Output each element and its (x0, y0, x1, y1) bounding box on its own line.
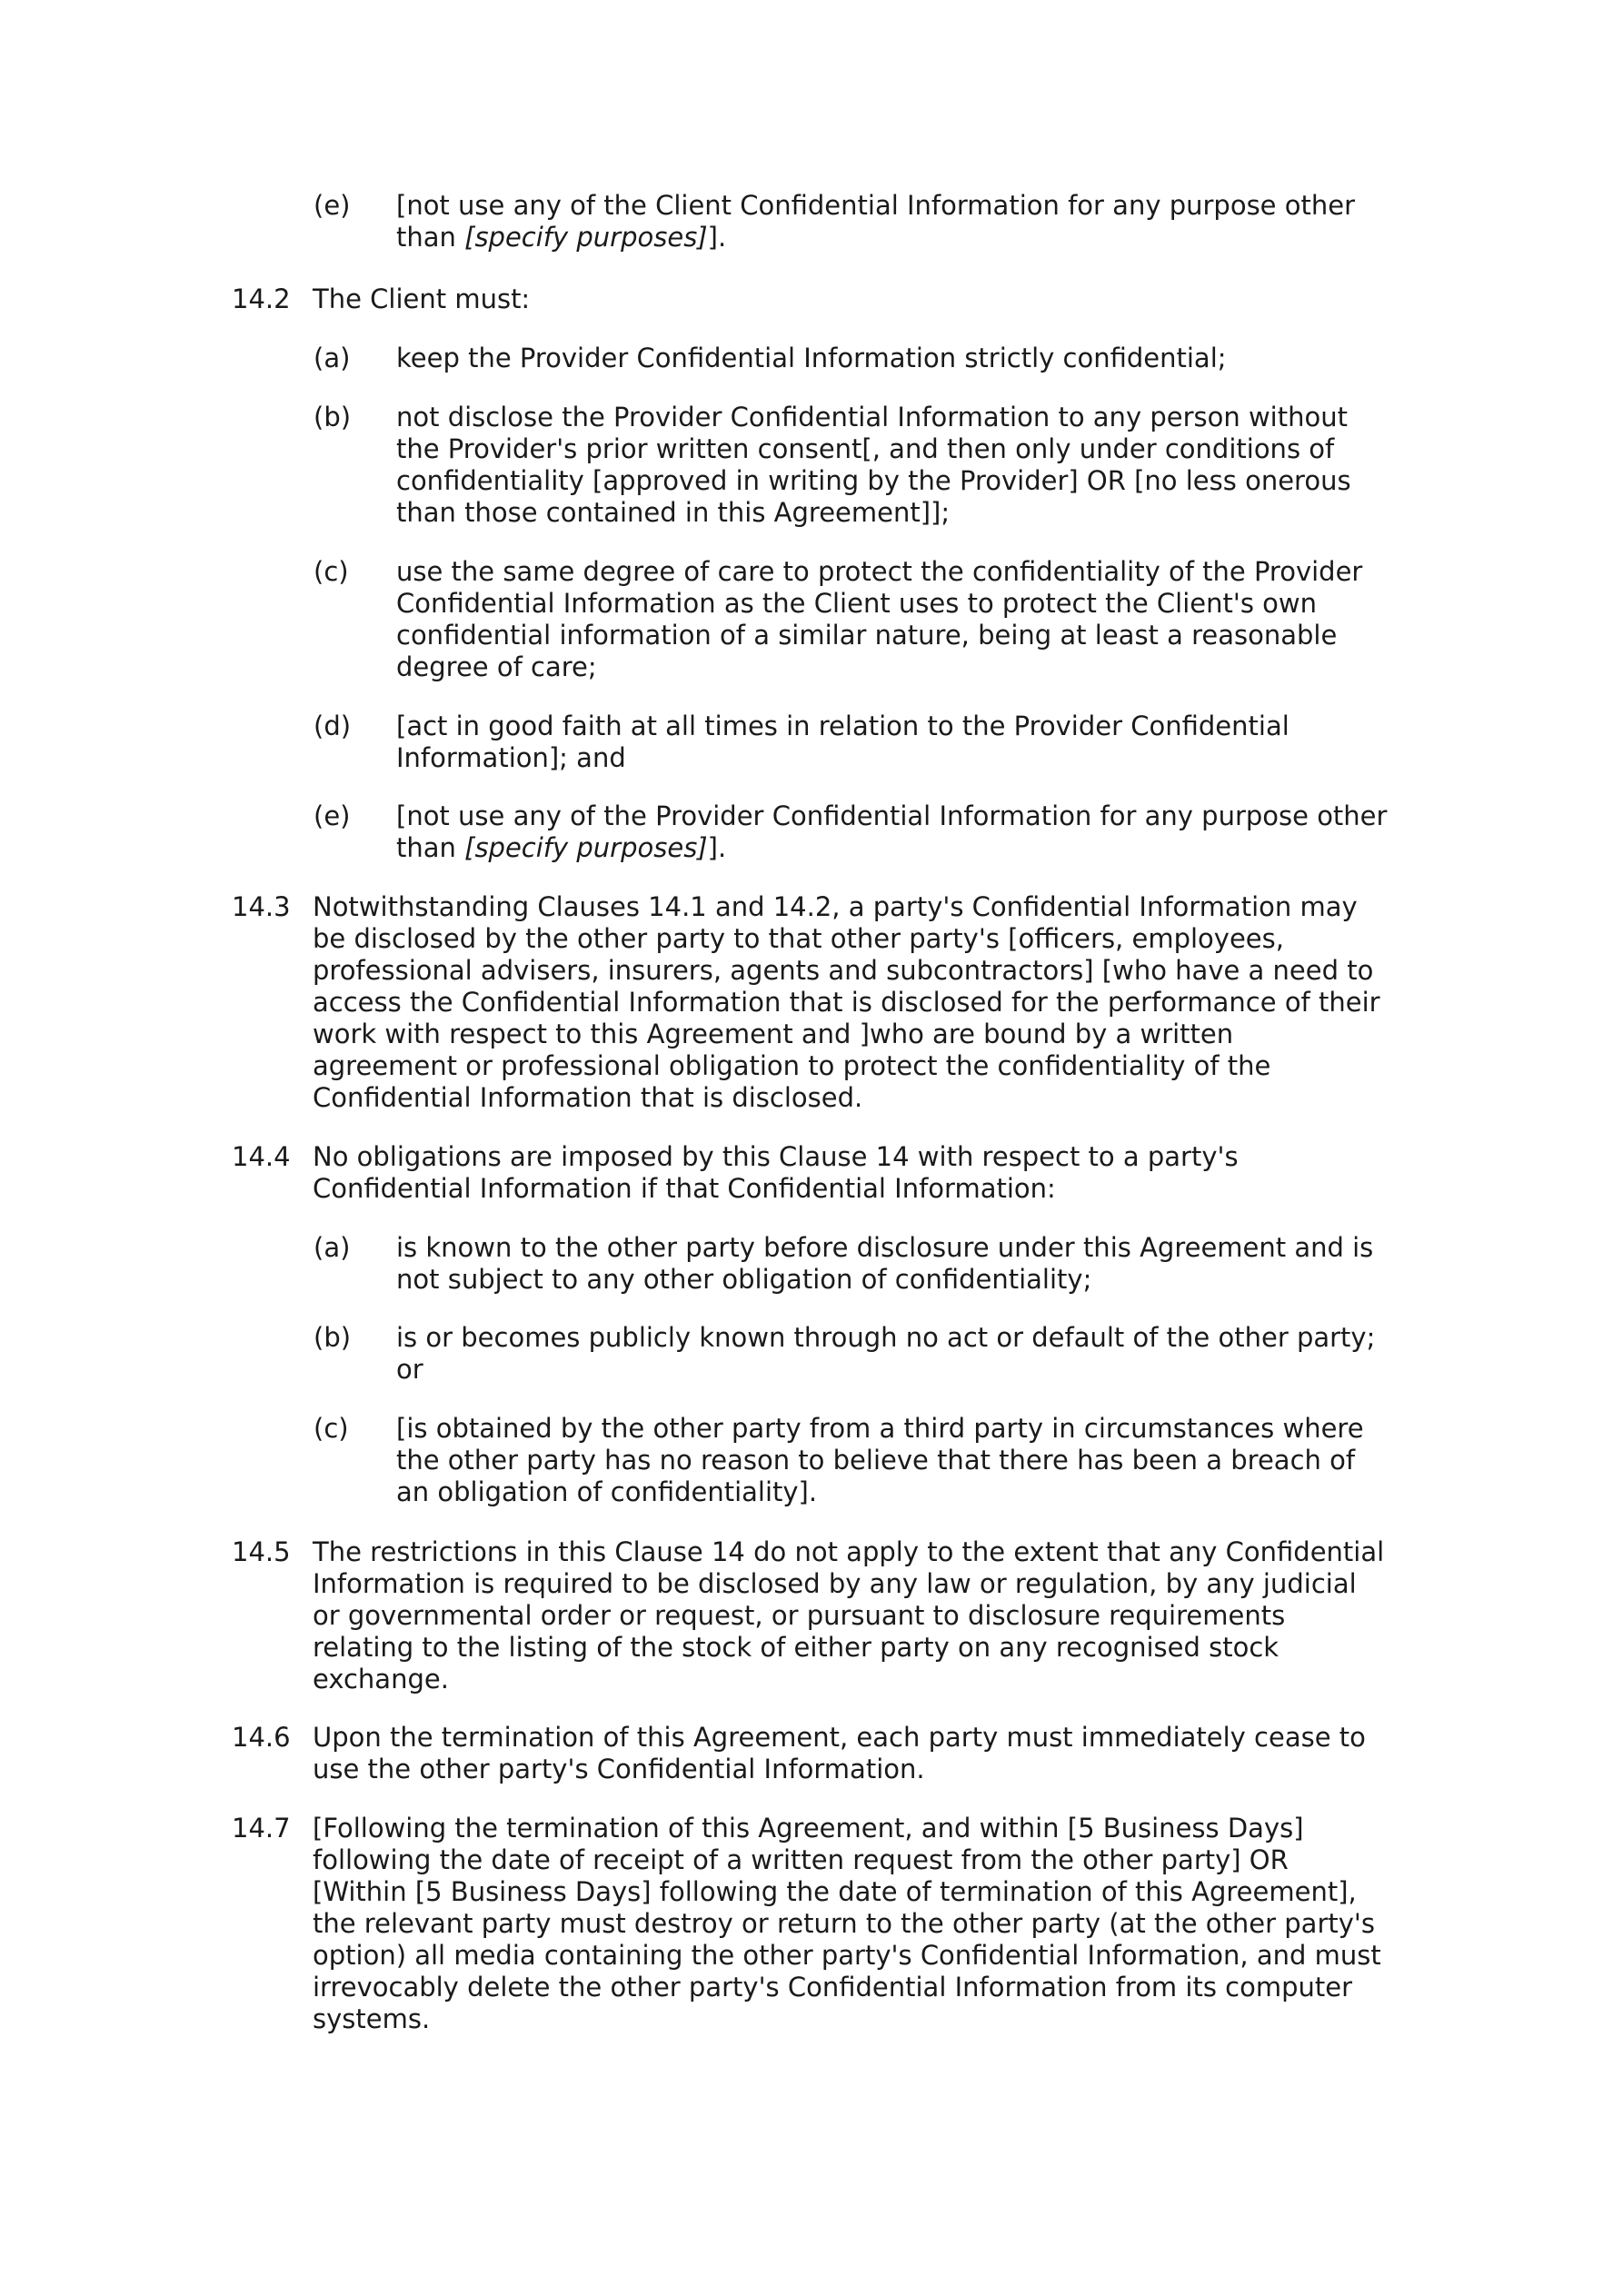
item-label: (a) (314, 1232, 351, 1263)
list-item (314, 1232, 1404, 1296)
clause-number: 14.3 (232, 891, 291, 922)
clause-number: 14.5 (232, 1536, 291, 1567)
item-text: [is obtained by the other party from a third party in circumstances where the other party has no reason to believe that there has been a breach of an obligation of confidentiality]. (396, 1413, 1364, 1507)
item-text: use the same degree of care to protect the confidentiality of the Provider Confidential Information as the Client uses to protect the Client's own confidential information of a similar nature, being at least a reasonable degree of care; (396, 556, 1363, 682)
list-item (314, 556, 1404, 683)
list-item (314, 711, 1404, 774)
clause-14-4 (232, 1141, 1413, 1205)
item-label: (c) (314, 1413, 349, 1444)
clause-14-3 (232, 891, 1413, 1114)
italic-placeholder: [specify purposes] (464, 832, 708, 863)
clause-text: The restrictions in this Clause 14 do not apply to the extent that any Confidential Information is required to be disclosed by any law or regulation, by any judicial or governmental order or request, or pursuant to disclosure requirements relating to the listing of the stock of either party on any recognised stock exchange. (313, 1536, 1385, 1695)
item-label: (a) (314, 343, 351, 373)
item-label: (e) (314, 190, 351, 221)
list-item (314, 402, 1404, 529)
item-text: keep the Provider Confidential Information strictly confidential; (396, 343, 1227, 373)
italic-placeholder: [specify purposes] (464, 222, 708, 253)
item-text: [not use any of the Provider Confidential Information for any purpose other than [specify purposes]]. (396, 800, 1388, 863)
item-text: [act in good faith at all times in relation to the Provider Confidential Information]; and (396, 711, 1289, 773)
clause-14-2 (232, 283, 1413, 315)
clause-text: No obligations are imposed by this Clause 14 with respect to a party's Confidential Information if that Confidential Information: (313, 1141, 1239, 1204)
list-item (314, 343, 1404, 374)
item-text: is known to the other party before disclosure under this Agreement and is not subject to any other obligation of confidentiality; (396, 1232, 1374, 1295)
item-label: (c) (314, 556, 349, 587)
clause-number: 14.6 (232, 1722, 291, 1753)
clause-text: Upon the termination of this Agreement, each party must immediately cease to use the other party's Confidential Information. (313, 1722, 1366, 1784)
clause-text: [Following the termination of this Agreement, and within [5 Business Days] following the date of receipt of a written request from the other party] OR [Within [5 Business Days] following the date of termination of this Agreement], the relevant party must destroy or return to the other party (at the other party's option) all media containing the other party's Confidential Information, and must irrevocably delete the other party's Confidential Information from its computer systems. (313, 1813, 1381, 2034)
item-label: (b) (314, 1322, 352, 1353)
item-text: not disclose the Provider Confidential Information to any person without the Provider's prior written consent[, and then only under conditions of confidentiality [approved in writing by the Provider] OR [no less onerous than those contained in this Agreement]]; (396, 402, 1351, 528)
clause-14-6 (232, 1722, 1413, 1785)
clause-14-5 (232, 1536, 1413, 1695)
list-item (314, 190, 1404, 253)
clause-text: The Client must: (313, 283, 531, 314)
clause-text: Notwithstanding Clauses 14.1 and 14.2, a party's Confidential Information may be disclosed by the other party to that other party's [officers, employees, professional advisers, insurers, agents and subcontractors] [who have a need to access the Confidential Information that is disclosed for the performance of their work with respect to this Agreement and ]who are bound by a written agreement or professional obligation to protect the confidentiality of the Confidential Information that is disclosed. (313, 891, 1380, 1113)
item-label: (b) (314, 402, 352, 432)
list-item (314, 800, 1404, 864)
list-item (314, 1413, 1404, 1508)
clause-number: 14.2 (232, 283, 291, 314)
item-label: (e) (314, 800, 351, 831)
item-label: (d) (314, 711, 352, 741)
list-item (314, 1322, 1404, 1386)
clause-14-7 (232, 1813, 1413, 2035)
clause-number: 14.7 (232, 1813, 291, 1844)
item-text: [not use any of the Client Confidential Information for any purpose other than [specify purposes]]. (396, 190, 1356, 253)
clause-number: 14.4 (232, 1141, 291, 1172)
item-text: is or becomes publicly known through no act or default of the other party; or (396, 1322, 1376, 1385)
